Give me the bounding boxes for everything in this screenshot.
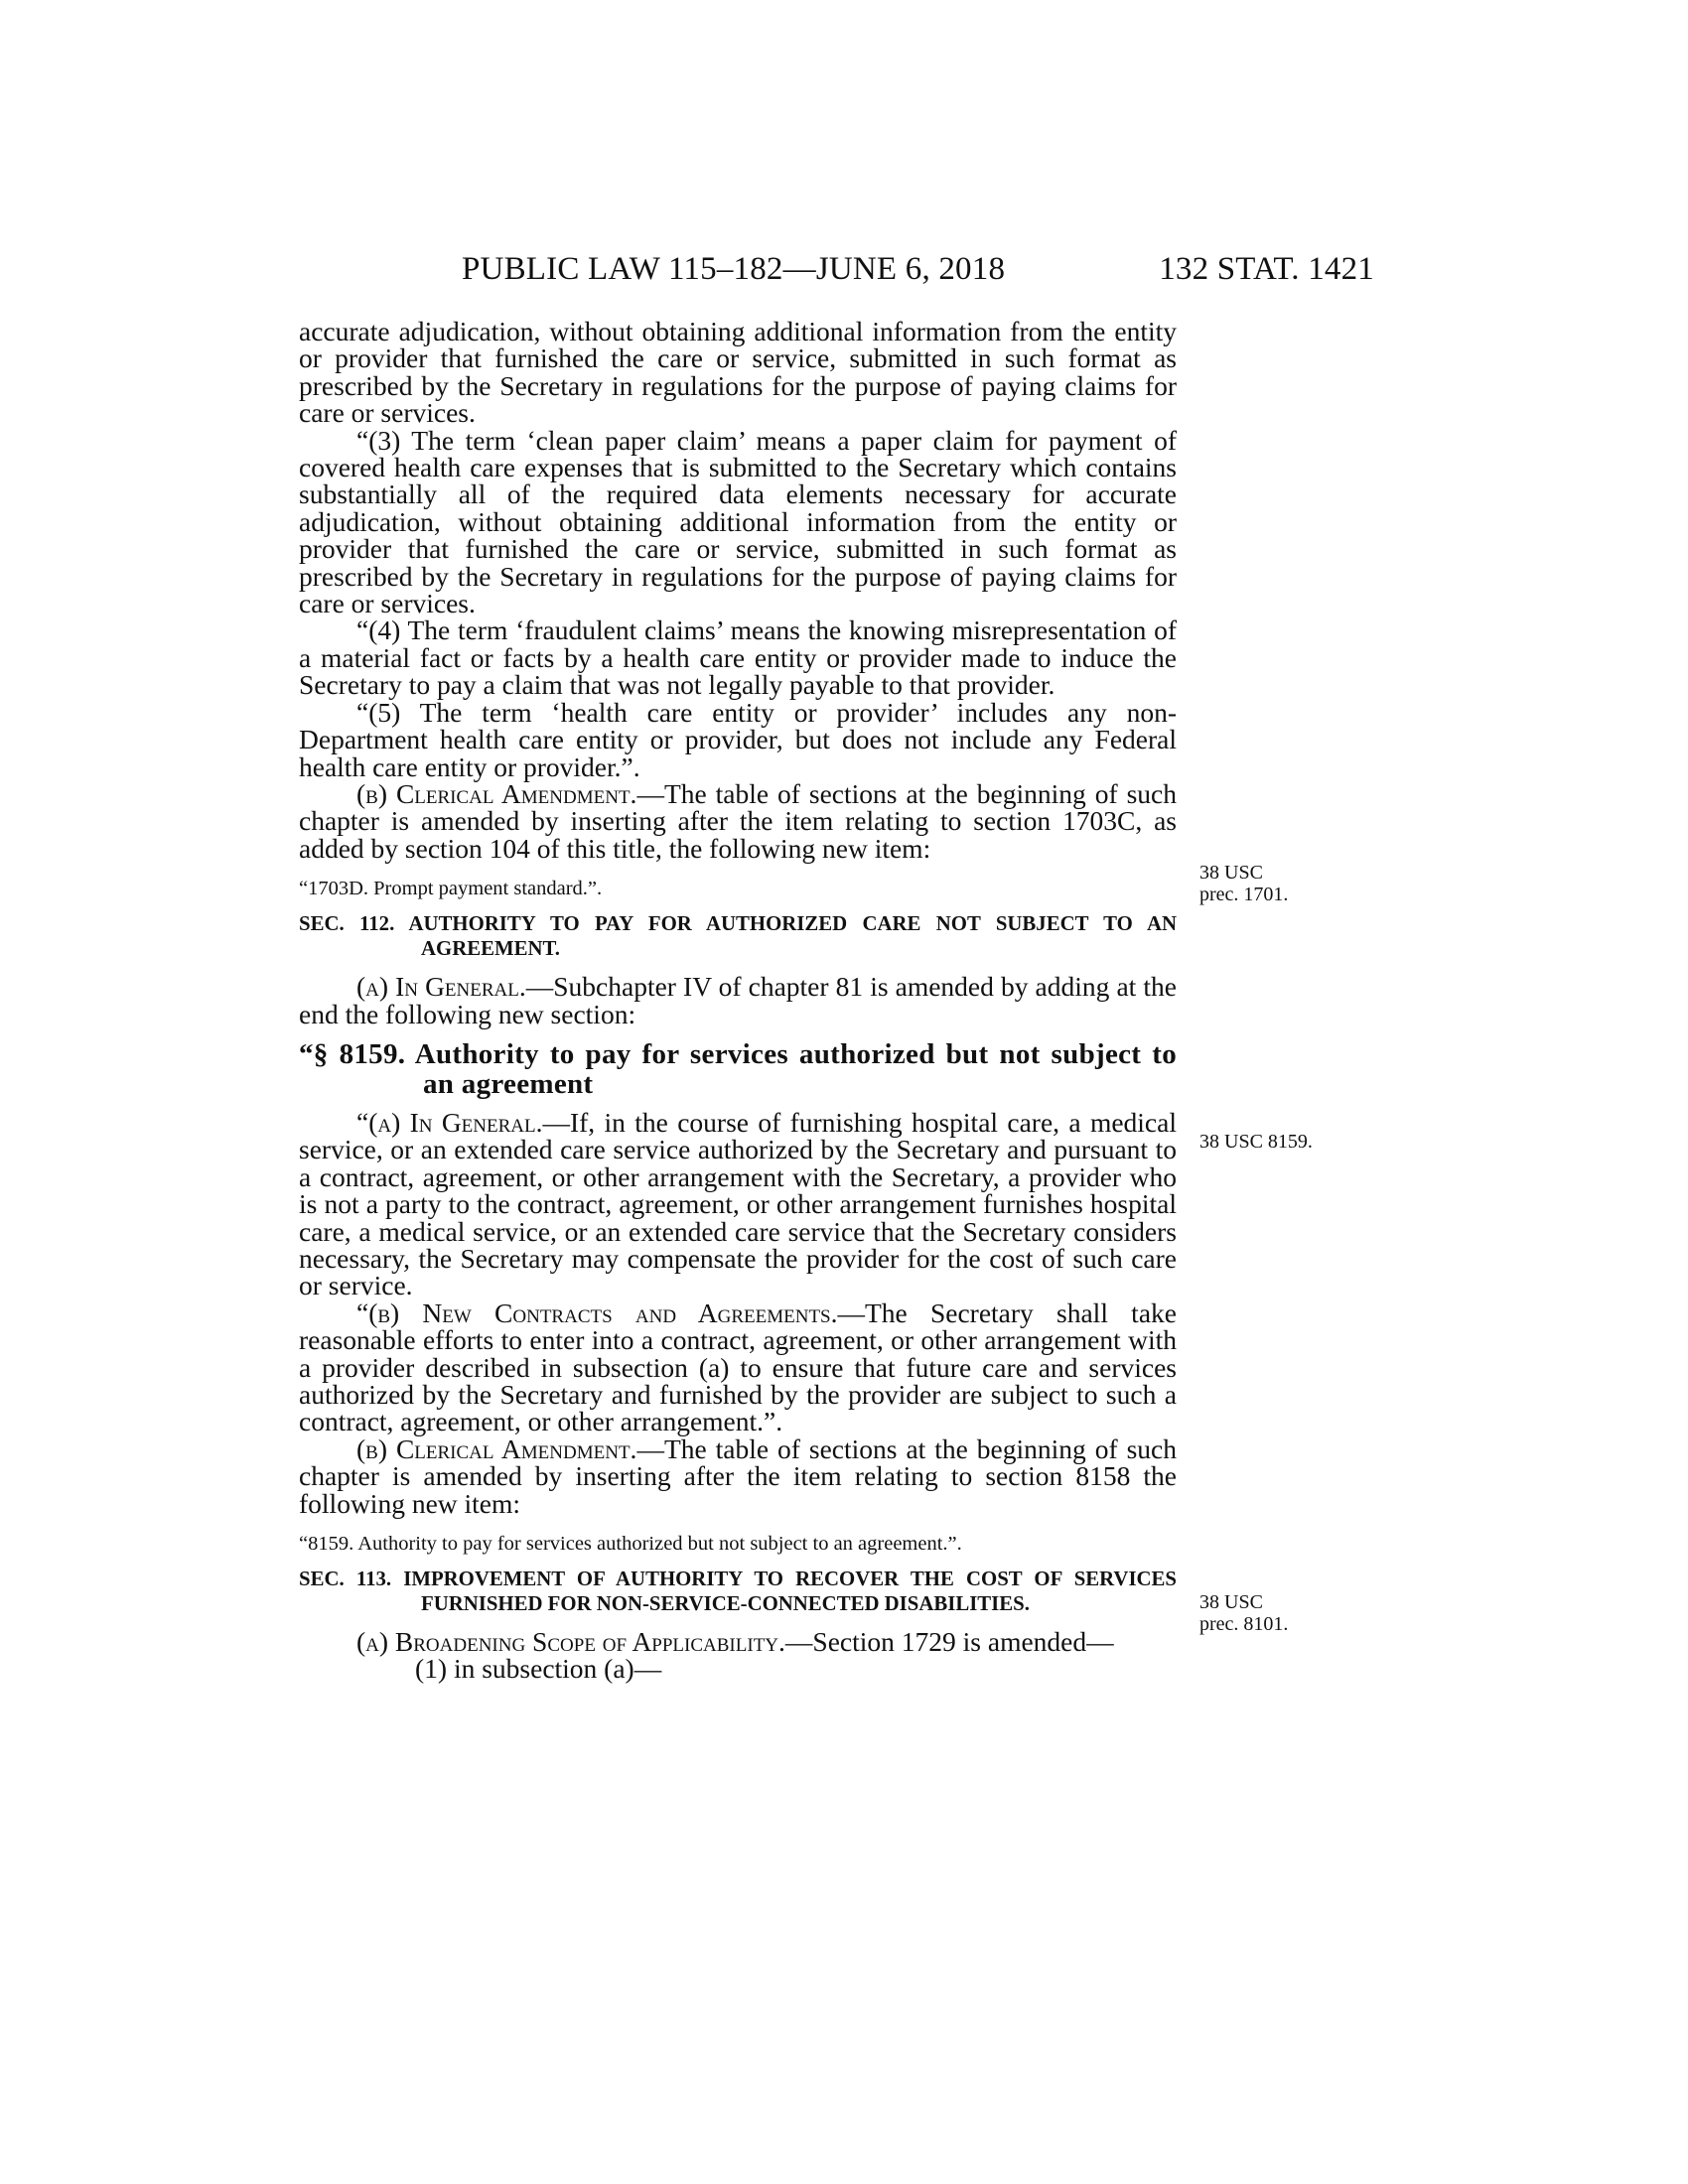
section-8159-heading: “§ 8159. Authority to pay for services authorized but not subject to an agreement	[299, 1037, 1177, 1100]
subsection-text: —The table of sections at the beginning of such chapter is amended by inserting after the item relating to section 1703C, as added by section 104 of this title, the following new item:	[299, 777, 1177, 864]
paragraph-health-care-entity: “(5) The term ‘health care entity or provider’ includes any non-Department health care entity or provider, but does not include any Federal health care entity or provider.”.	[299, 696, 1177, 782]
paragraph-clerical-amendment-1	[299, 777, 1177, 864]
paragraph-clerical-amendment-2	[299, 1435, 1177, 1517]
subsection-heading: “(a) In General.	[356, 1106, 543, 1138]
margin-note-prec-8101	[1199, 1591, 1288, 1635]
section-113-heading: SEC. 113. IMPROVEMENT OF AUTHORITY TO RECOVER THE COST OF SERVICES FURNISHED FOR NON-SERVICE-CONNECTED DISABILITIES.	[299, 1568, 1177, 1616]
paragraph-8159-in-general	[299, 1106, 1177, 1301]
subsection-heading: (a) Broadening Scope of Applicability.	[356, 1626, 785, 1658]
subsection-text: —The table of sections at the beginning of such chapter is amended by inserting after the item relating to section 8158 the following new item:	[299, 1433, 1177, 1519]
paragraph-broadening-scope	[299, 1626, 1177, 1658]
margin-note-prec-1701	[1199, 862, 1288, 905]
running-header-title: PUBLIC LAW 115–182—JUNE 6, 2018	[462, 251, 1006, 287]
table-item-8159: “8159. Authority to pay for services authorized but not subject to an agreement.”.	[299, 1533, 962, 1556]
margin-note-line: 38 USC	[1199, 1591, 1263, 1613]
subsection-text: —If, in the course of furnishing hospital care, a medical service, or an extended care service authorized by the Secretary and pursuant to a contract, agreement, or other arrangement with the Secretary, a provider who is not a party to the contract, agreement, or other arrangement furnishes hospital care, a medical service, or an extended care service that the Secretary considers necessary, the Secretary may compensate the provider for the cost of such care or service.	[299, 1106, 1177, 1301]
table-item-1703d: “1703D. Prompt payment standard.”.	[299, 878, 603, 900]
margin-note-8159: 38 USC 8159.	[1199, 1131, 1313, 1153]
subsection-text: —Subchapter IV of chapter 81 is amended by adding at the end the following new section:	[299, 971, 1177, 1029]
paragraph-fraudulent-claims: “(4) The term ‘fraudulent claims’ means the knowing misrepresentation of a material fact or facts by a health care entity or provider made to induce the Secretary to pay a claim that was not legally payable to that provider.	[299, 614, 1177, 701]
margin-note-line: prec. 8101.	[1199, 1613, 1289, 1635]
section-112-heading: SEC. 112. AUTHORITY TO PAY FOR AUTHORIZED CARE NOT SUBJECT TO AN AGREEMENT.	[299, 912, 1177, 961]
subsection-heading: (b) Clerical Amendment.	[356, 777, 637, 809]
subsection-heading: (a) In General.	[356, 971, 526, 1003]
subsection-heading: (b) Clerical Amendment.	[356, 1433, 637, 1464]
document-body	[299, 318, 1177, 1683]
subsection-text: —Section 1729 is amended—	[784, 1626, 1114, 1658]
paragraph-new-contracts	[299, 1299, 1177, 1435]
subsection-heading: “(b) New Contracts and Agreements.	[356, 1297, 838, 1328]
paragraph-112-in-general	[299, 973, 1177, 1027]
paragraph-clean-paper-claim: “(3) The term ‘clean paper claim’ means a paper claim for payment of covered health care expenses that is submitted to the Secretary which contains substantially all of the required data elements necessary for accurate adjudication, without obtaining additional information from the entity or provider that furnished the care or service, submitted in such format as prescribed by the Secretary in regulations for the purpose of paying claims for care or services.	[299, 424, 1177, 619]
paragraph-continued: accurate adjudication, without obtaining additional information from the entity or provider that furnished the care or service, submitted in such format as prescribed by the Secretary in regulations for the purpose of paying claims for care or services.	[299, 316, 1177, 429]
margin-note-line: prec. 1701.	[1199, 884, 1289, 905]
paragraph-subsection-a: (1) in subsection (a)—	[415, 1653, 662, 1685]
subsection-text: —The Secretary shall take reasonable efforts to enter into a contract, agreement, or other arrangement with a provider described in subsection (a) to ensure that future care and services authorized by the Secretary and furnished by the provider are subject to such a contract, agreement, or other arrangement.”.	[299, 1297, 1177, 1437]
margin-note-line: 38 USC	[1199, 862, 1263, 884]
page-stat-number: 132 STAT. 1421	[1159, 251, 1374, 287]
